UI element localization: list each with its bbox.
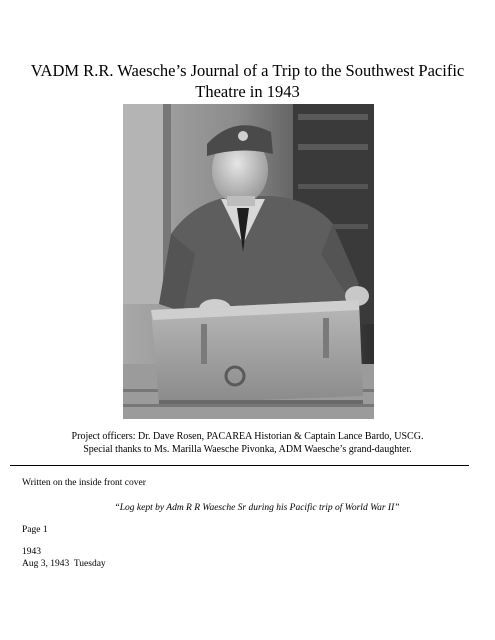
caption-line-officers: Project officers: Dr. Dave Rosen, PACAREA Historian & Captain Lance Bardo, USCG. bbox=[71, 431, 424, 442]
inside-cover-label: Written on the inside front cover bbox=[22, 478, 146, 488]
photo-caption bbox=[10, 430, 485, 456]
document-title: VADM R.R. Waesche’s Journal of a Trip to the Southwest Pacific Theatre in 1943 bbox=[30, 61, 465, 101]
page-label: Page 1 bbox=[22, 525, 48, 535]
caption-line-thanks: Special thanks to Ms. Marilla Waesche Pivonka, ADM Waesche’s grand-daughter. bbox=[83, 444, 412, 455]
section-divider bbox=[10, 465, 469, 466]
journal-date-line: Aug 3, 1943 Tuesday bbox=[22, 559, 106, 569]
journal-year: 1943 bbox=[22, 547, 41, 557]
photo-illustration bbox=[123, 104, 374, 419]
portrait-photo bbox=[123, 104, 374, 419]
inside-cover-quote: “Log kept by Adm R R Waesche Sr during his Pacific trip of World War II” bbox=[114, 503, 400, 513]
